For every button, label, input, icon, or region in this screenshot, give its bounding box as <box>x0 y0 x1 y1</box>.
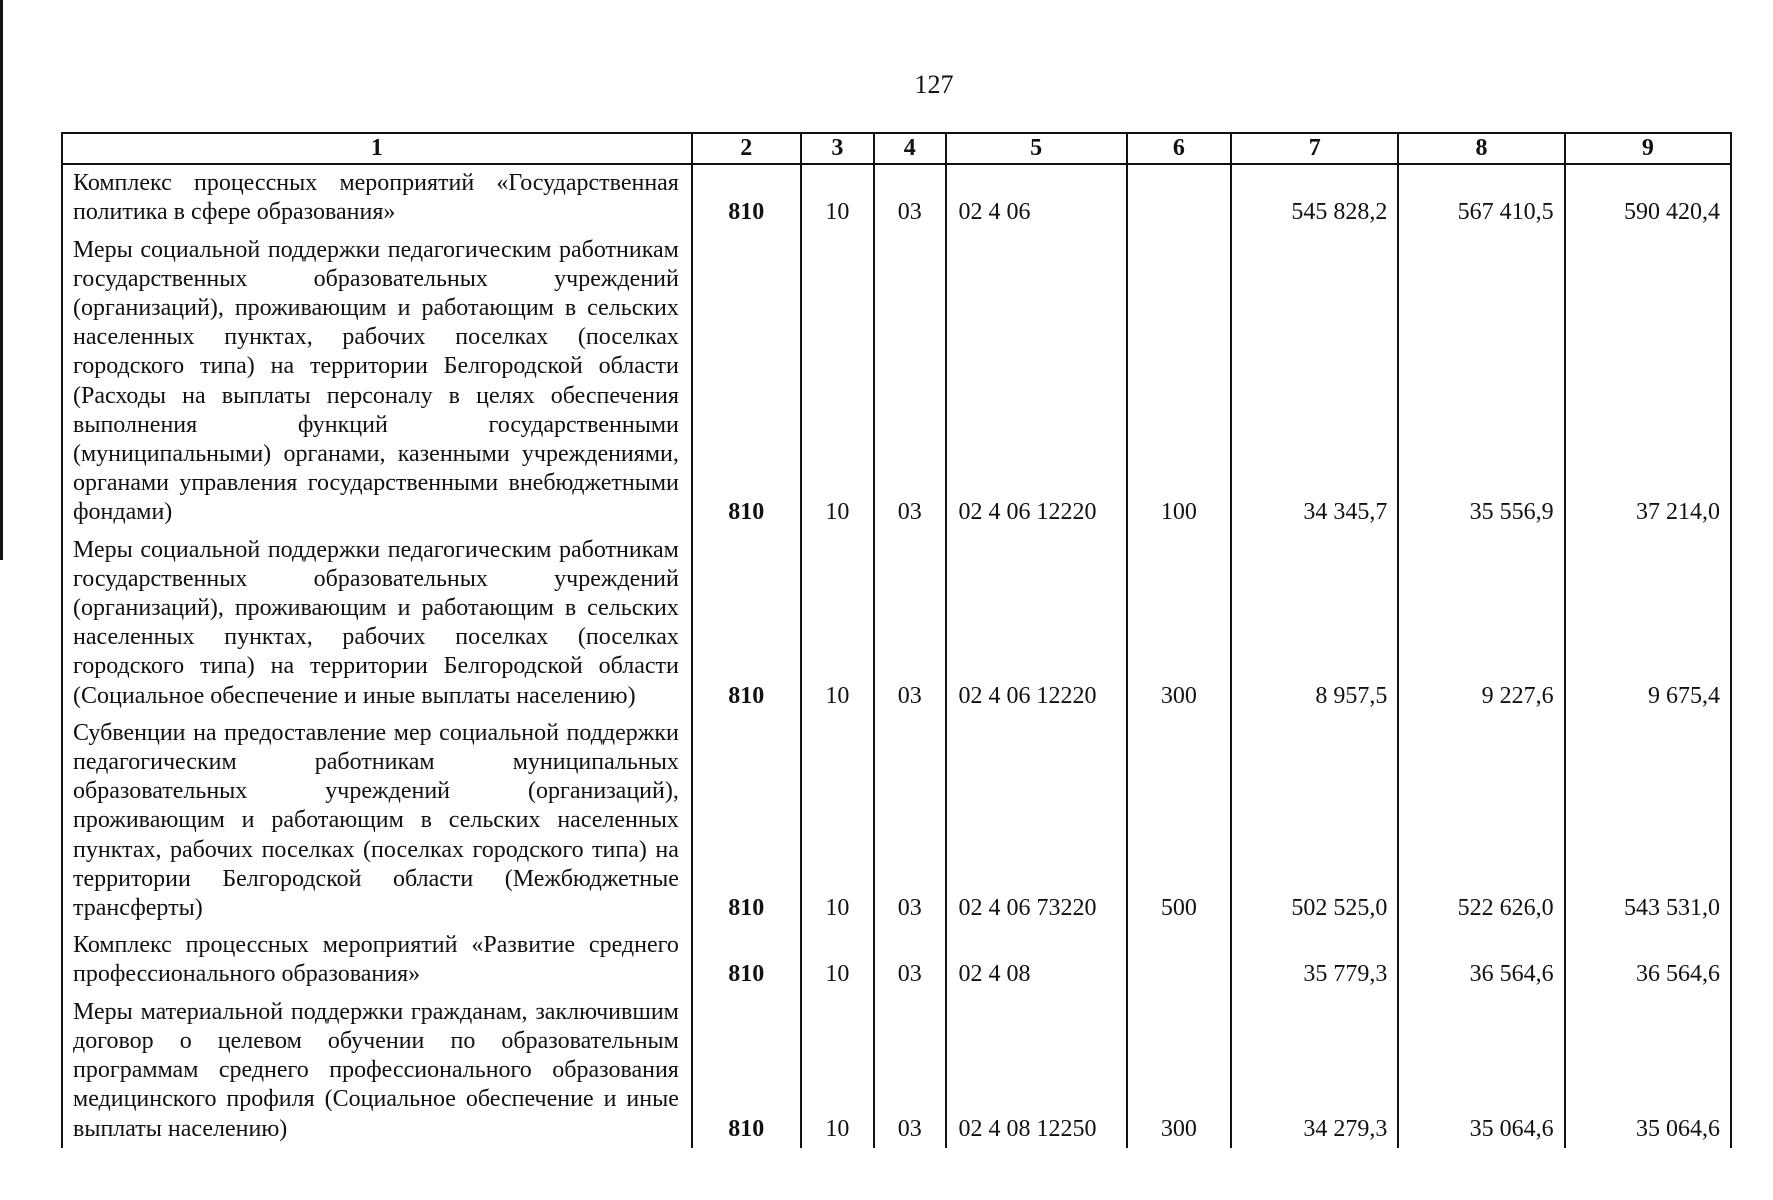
row-section-code: 10 <box>801 927 875 993</box>
table-row <box>62 232 1731 532</box>
row-subsection-code: 03 <box>874 715 945 927</box>
row-ved-code: 810 <box>692 164 801 231</box>
table-row <box>62 164 1731 231</box>
row-target-article: 02 4 08 <box>946 927 1127 993</box>
row-section-code: 10 <box>801 232 875 532</box>
row-target-article: 02 4 06 12220 <box>946 232 1127 532</box>
row-section-code: 10 <box>801 715 875 927</box>
row-section-code: 10 <box>801 164 875 231</box>
row-amount-col7: 34 279,3 <box>1231 994 1398 1148</box>
row-target-article: 02 4 08 12250 <box>946 994 1127 1148</box>
row-amount-col9: 9 675,4 <box>1565 532 1731 715</box>
row-amount-col7: 34 345,7 <box>1231 232 1398 532</box>
column-header-2: 2 <box>692 133 801 164</box>
row-ved-code: 810 <box>692 532 801 715</box>
page-number: 127 <box>914 70 954 99</box>
column-header-4: 4 <box>874 133 945 164</box>
table-header-row <box>62 133 1731 164</box>
row-ved-code: 810 <box>692 927 801 993</box>
row-expense-type: 100 <box>1127 232 1231 532</box>
row-target-article: 02 4 06 <box>946 164 1127 231</box>
row-subsection-code: 03 <box>874 532 945 715</box>
row-expense-type <box>1127 927 1231 993</box>
row-amount-col9: 543 531,0 <box>1565 715 1731 927</box>
row-expense-type: 300 <box>1127 532 1231 715</box>
row-amount-col8: 35 064,6 <box>1398 994 1564 1148</box>
row-amount-col7: 35 779,3 <box>1231 927 1398 993</box>
row-amount-col9: 36 564,6 <box>1565 927 1731 993</box>
row-expense-type: 300 <box>1127 994 1231 1148</box>
row-target-article: 02 4 06 73220 <box>946 715 1127 927</box>
row-subsection-code: 03 <box>874 232 945 532</box>
row-amount-col9: 590 420,4 <box>1565 164 1731 231</box>
row-description: Комплекс процессных мероприятий «Государственная политика в сфере образования» <box>62 164 692 231</box>
row-expense-type <box>1127 164 1231 231</box>
table-row <box>62 994 1731 1148</box>
row-subsection-code: 03 <box>874 164 945 231</box>
column-header-9: 9 <box>1565 133 1731 164</box>
row-amount-col8: 522 626,0 <box>1398 715 1564 927</box>
row-section-code: 10 <box>801 532 875 715</box>
row-description: Комплекс процессных мероприятий «Развитие среднего профессионального образования» <box>62 927 692 993</box>
row-description: Меры социальной поддержки педагогическим работникам государственных образовательных учреждений (организаций), проживающим и работающим в сельских населенных пунктах, рабочих поселках (поселках городского типа) на территории Белгородской области (Социальное обеспечение и иные выплаты населению) <box>62 532 692 715</box>
row-target-article: 02 4 06 12220 <box>946 532 1127 715</box>
table-row <box>62 532 1731 715</box>
column-header-6: 6 <box>1127 133 1231 164</box>
column-header-7: 7 <box>1231 133 1398 164</box>
row-ved-code: 810 <box>692 232 801 532</box>
row-section-code: 10 <box>801 994 875 1148</box>
budget-table <box>61 132 1732 1148</box>
column-header-1: 1 <box>62 133 692 164</box>
row-description: Меры социальной поддержки педагогическим работникам государственных образовательных учреждений (организаций), проживающим и работающим в сельских населенных пунктах, рабочих поселках (поселках городского типа) на территории Белгородской области (Расходы на выплаты персоналу в целях обеспечения выполнения функций государственными (муниципальными) органами, казенными учреждениями, органами управления государственными внебюджетными фондами) <box>62 232 692 532</box>
row-amount-col9: 37 214,0 <box>1565 232 1731 532</box>
row-amount-col8: 567 410,5 <box>1398 164 1564 231</box>
row-amount-col7: 502 525,0 <box>1231 715 1398 927</box>
column-header-5: 5 <box>946 133 1127 164</box>
row-expense-type: 500 <box>1127 715 1231 927</box>
row-ved-code: 810 <box>692 715 801 927</box>
column-header-8: 8 <box>1398 133 1564 164</box>
column-header-3: 3 <box>801 133 875 164</box>
row-amount-col9: 35 064,6 <box>1565 994 1731 1148</box>
table-row <box>62 927 1731 993</box>
row-amount-col8: 35 556,9 <box>1398 232 1564 532</box>
row-amount-col8: 36 564,6 <box>1398 927 1564 993</box>
table-row <box>62 715 1731 927</box>
row-description: Меры материальной поддержки гражданам, заключившим договор о целевом обучении по образовательным программам среднего профессионального образования медицинского профиля (Социальное обеспечение и иные выплаты населению) <box>62 994 692 1148</box>
row-subsection-code: 03 <box>874 994 945 1148</box>
row-amount-col7: 8 957,5 <box>1231 532 1398 715</box>
row-subsection-code: 03 <box>874 927 945 993</box>
row-amount-col8: 9 227,6 <box>1398 532 1564 715</box>
row-amount-col7: 545 828,2 <box>1231 164 1398 231</box>
row-ved-code: 810 <box>692 994 801 1148</box>
row-description: Субвенции на предоставление мер социальной поддержки педагогическим работникам муниципальных образовательных учреждений (организаций), проживающим и работающим в сельских населенных пунктах, рабочих поселках (поселках городского типа) на территории Белгородской области (Межбюджетные трансферты) <box>62 715 692 927</box>
